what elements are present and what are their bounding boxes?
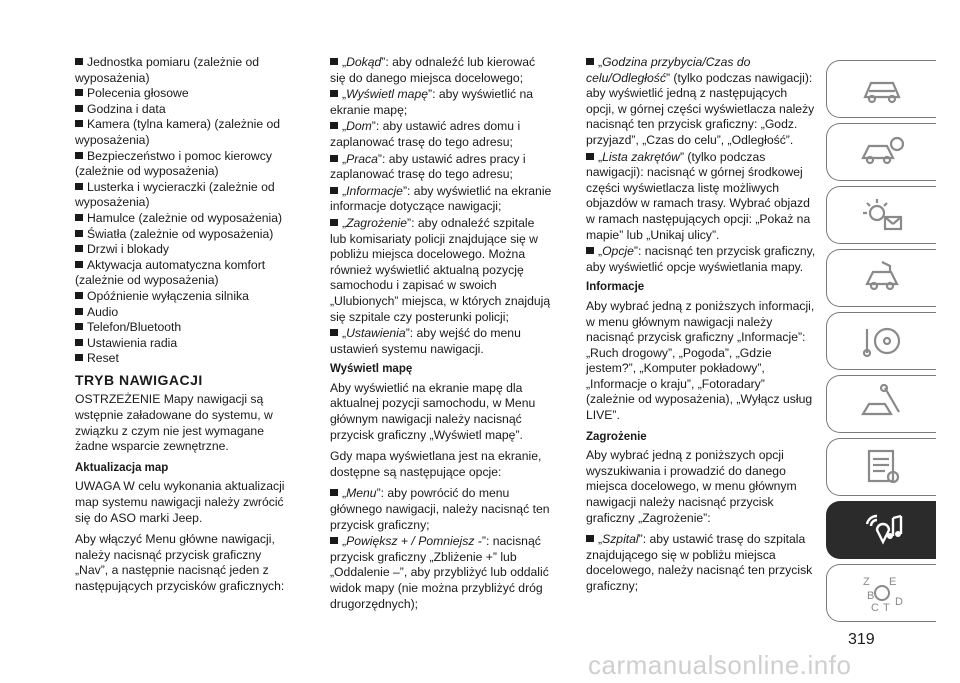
paragraph: Aby wybrać jedną z poniższych opcji wyszukiwania i prowadzić do danego miejsca docelowego, w menu głównym nawigacji należy nacisnąć przycisk graficzny „Zagrożenie”: — [586, 448, 797, 525]
list-item: Światła (zależnie od wyposażenia) — [75, 227, 297, 243]
paragraph: Aby włączyć Menu główne nawigacji, należy nacisnąć przycisk graficzny „Nav”, a następnie nacisnąć jeden z następujących przycisków graficznych: — [75, 532, 285, 593]
bullet-icon — [330, 489, 338, 496]
chapter-tabs — [826, 60, 936, 627]
bullet-icon — [330, 219, 338, 226]
list-item: „Zagrożenie”: aby odnaleźć szpitale lub komisariaty policji znajdujące się w pobliżu miejsca docelowego. Można również wyświetlić aktualną pozycję samochodu i zapisać w swoich „Ulubionych” miejsca, w których znajdują się szpitale czy posterunki policji; — [330, 215, 551, 324]
bullet-icon — [330, 122, 338, 129]
bullet-icon — [75, 183, 83, 190]
bullet-icon — [75, 152, 83, 159]
list-item: Drzwi i blokady — [75, 242, 297, 258]
tab-car-info[interactable] — [826, 123, 936, 181]
svg-text:D: D — [894, 596, 903, 608]
tab-maintenance[interactable] — [826, 438, 936, 496]
list-item: „Szpital”: aby ustawić trasę do szpitala znajdującego się w pobliżu miejsca docelowego, należy nacisnąć ten przycisk graficzny; — [586, 532, 813, 593]
bullet-icon — [75, 292, 83, 299]
list-item: „Opcje”: nacisnąć ten przycisk graficzny, aby wyświetlić opcje wyświetlania mapy. — [586, 244, 816, 274]
hazard-options-list — [586, 532, 816, 594]
list-item: Opóźnienie wyłączenia silnika — [75, 289, 297, 305]
subheading: Zagrożenie — [586, 430, 647, 443]
list-item: „Wyświetl mapę”: aby wyświetlić na ekranie mapę; — [330, 87, 533, 117]
subheading: Aktualizacja map — [75, 461, 169, 474]
bullet-icon — [586, 58, 594, 65]
column-3 — [586, 55, 816, 596]
wrench-car-icon — [857, 382, 907, 426]
bullet-icon — [75, 245, 83, 252]
list-item: Polecenia głosowe — [75, 86, 297, 102]
tab-emergency[interactable] — [826, 375, 936, 433]
lights-warning-icon — [857, 193, 907, 237]
list-item: Aktywacja automatyczna komfort (zależnie od wyposażenia) — [75, 257, 266, 288]
list-item: Jednostka pomiaru (zależnie od wyposażenia) — [75, 55, 260, 85]
bullet-icon — [75, 230, 83, 237]
svg-text:Z: Z — [862, 576, 870, 588]
list-item: „Lista zakrętów” (tylko podczas nawigacji): nacisnąć w górnej środkowej części wyświetlacza listę możliwych objazdów w ramach trasy. Wybrać objazd w ramach następujących opcji: „Pokaż na mapie” lub „Unikaj ulicy”. — [586, 149, 811, 242]
bullet-icon — [330, 90, 338, 97]
column-2 — [330, 55, 552, 613]
list-item: Lusterka i wycieraczki (zależnie od wyposażenia) — [75, 179, 275, 210]
tab-multimedia[interactable] — [826, 501, 936, 559]
multimedia-navigation-icon — [857, 508, 907, 552]
section-heading: TRYB NAWIGACJI — [75, 371, 203, 388]
bullet-icon — [75, 261, 83, 268]
svg-text:B: B — [866, 590, 874, 602]
paragraph: Aby wybrać jedną z poniższych informacji, w menu głównym nawigacji należy nacisnąć przycisk graficzny „Informacje”: „Ruch drogowy”, „Pogoda”, „Gdzie jestem?”, „Komputer pokładowy”, „Informacje o kraju”, „Fotoradary” (zależnie od wyposażenia), „Wyłącz usług LIVE”. — [586, 298, 815, 423]
paragraph: UWAGA W celu wykonania aktualizacji map systemu nawigacji należy zwrócić się do ASO marki Jeep. — [75, 479, 285, 525]
list-item: Audio — [75, 305, 297, 321]
car-info-icon — [857, 130, 907, 174]
column-1 — [75, 55, 297, 601]
svg-text:T: T — [882, 602, 890, 614]
subheading: Wyświetl mapę — [330, 363, 413, 376]
bullet-icon — [75, 214, 83, 221]
tab-safety[interactable] — [826, 249, 936, 307]
list-item: Bezpieczeństwo i pomoc kierowcy (zależnie od wyposażenia) — [75, 148, 272, 179]
bullet-icon — [75, 89, 83, 96]
list-item: Telefon/Bluetooth — [75, 320, 297, 336]
list-item: Reset — [75, 351, 297, 367]
svg-text:C: C — [870, 602, 879, 614]
page-number: 319 — [848, 631, 875, 648]
tab-dashboard[interactable] — [826, 60, 936, 118]
bullet-icon — [75, 105, 83, 112]
map-options-list-cont — [586, 55, 816, 275]
bullet-icon — [75, 120, 83, 127]
svg-text:E: E — [888, 576, 896, 588]
bullet-icon — [330, 58, 338, 65]
list-item: Godzina i data — [75, 102, 297, 118]
list-item: „Menu”: aby powrócić do menu głównego nawigacji, należy nacisnąć ten przycisk graficzny; — [330, 486, 550, 532]
list-item: „Dom”: aby ustawić adres domu i zaplanować trasę do tego adresu; — [330, 119, 521, 149]
tab-index[interactable] — [826, 564, 936, 622]
bullet-icon — [586, 535, 594, 542]
list-item: Kamera (tylna kamera) (zależnie od wyposażenia) — [75, 117, 281, 147]
paragraph: OSTRZEŻENIE Mapy nawigacji są wstępnie załadowane do systemu, w związku z czym nie jest wymagane żadne wsparcie zewnętrzne. — [75, 392, 273, 454]
map-options-list — [330, 486, 552, 612]
list-item: „Godzina przybycia/Czas do celu/Odległość” (tylko podczas nawigacji): aby wyświetlić jedną z następujących opcji, w górnej części wyświetlacza należy nacisnąć ten przycisk graficzny: „Godz. przyjazd”, „Czas do celu”, „Odległość”. — [586, 55, 815, 147]
steering-keys-icon — [857, 319, 907, 363]
bullet-icon — [330, 537, 338, 544]
bullet-icon — [330, 329, 338, 336]
tab-starting-driving[interactable] — [826, 312, 936, 370]
alphabet-index-icon — [857, 571, 907, 615]
list-item: Ustawienia radia — [75, 336, 297, 352]
bullet-icon — [75, 323, 83, 330]
bullet-icon — [330, 155, 338, 162]
bullet-icon — [586, 247, 594, 254]
paragraph: Gdy mapa wyświetlana jest na ekranie, dostępne są następujące opcje: — [330, 449, 542, 479]
bullet-icon — [586, 153, 594, 160]
bullet-icon — [75, 58, 83, 65]
list-item: „Powiększ + / Pomniejsz -”: nacisnąć przycisk graficzny „Zbliżenie +” lub „Oddalenie –”, aby przybliżyć lub oddalić widok mapy (nie można przybliżyć dróg drugorzędnych); — [330, 534, 549, 611]
bullet-icon — [330, 187, 338, 194]
settings-list — [75, 55, 297, 367]
checklist-icon — [857, 445, 907, 489]
list-item: „Ustawienia”: aby wejść do menu ustawień systemu nawigacji. — [330, 326, 521, 356]
car-safety-icon — [857, 256, 907, 300]
list-item: „Dokąd”: aby odnaleźć lub kierować się do danego miejsca docelowego; — [330, 55, 536, 85]
tab-lights-warnings[interactable] — [826, 186, 936, 244]
list-item: Hamulce (zależnie od wyposażenia) — [75, 211, 297, 227]
paragraph: Aby wyświetlić na ekranie mapę dla aktualnej pozycji samochodu, w Menu głównym nawigacji należy nacisnąć przycisk graficzny „Wyświetl mapę”. — [330, 380, 536, 442]
bullet-icon — [75, 308, 83, 315]
list-item: „Praca”: aby ustawić adres pracy i zaplanować trasę do tego adresu; — [330, 151, 526, 182]
subheading: Informacje — [586, 281, 645, 294]
nav-menu-options-list — [330, 55, 552, 357]
bullet-icon — [75, 354, 83, 361]
car-dashboard-icon — [857, 67, 907, 111]
bullet-icon — [75, 339, 83, 346]
watermark: carmanualsonline.info — [588, 650, 852, 680]
list-item: „Informacje”: aby wyświetlić na ekranie informacje dotyczące nawigacji; — [330, 183, 552, 214]
